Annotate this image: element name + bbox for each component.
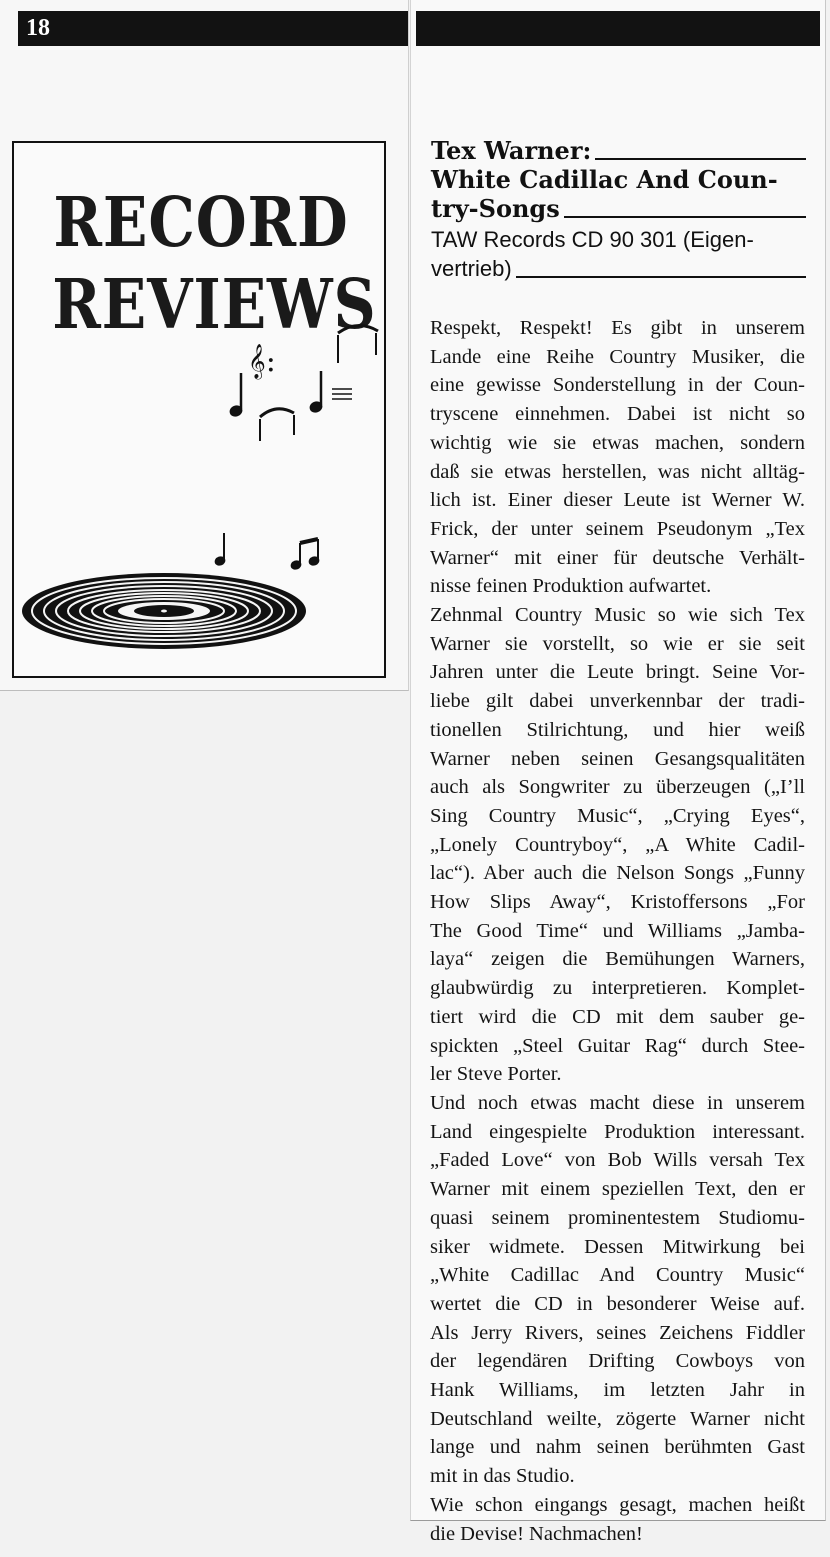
body-line: How Slips Away“, Kristoffersons „For bbox=[430, 891, 805, 914]
page-header-bar-left bbox=[18, 11, 408, 46]
body-line: Deutschland weilte, zögerte Warner nicht bbox=[430, 1407, 805, 1430]
catalog-line: vertrieb) bbox=[431, 254, 806, 283]
body-line: wertet die CD in besonderer Weise auf. bbox=[430, 1292, 805, 1315]
body-line: tionellen Stilrichtung, und hier weiß bbox=[430, 718, 805, 741]
body-line: auch als Songwriter zu überzeugen („I’ll bbox=[430, 776, 805, 799]
body-line: „White Cadillac And Country Music“ bbox=[430, 1264, 805, 1287]
body-line: die Devise! Nachmachen! bbox=[430, 1522, 643, 1545]
body-line: liebe gilt dabei unverkennbar der tradi- bbox=[430, 690, 805, 713]
body-line: quasi seinem prominentestem Studiomu- bbox=[430, 1206, 805, 1229]
body-line: Und noch etwas macht diese in unserem bbox=[430, 1091, 805, 1114]
body-line: spickten „Steel Guitar Rag“ durch Stee- bbox=[430, 1034, 805, 1057]
body-line: Frick, der unter seinem Pseudonym „Tex bbox=[430, 517, 805, 540]
body-line: Zehnmal Country Music so wie sich Tex bbox=[430, 604, 805, 627]
body-line: daß sie etwas herstellen, was nicht alltäg- bbox=[430, 460, 805, 483]
body-line: ler Steve Porter. bbox=[430, 1063, 562, 1086]
body-line: nisse feinen Produktion aufwartet. bbox=[430, 575, 712, 598]
body-line: Warner mit einem speziellen Text, den er bbox=[430, 1178, 805, 1201]
body-line: Als Jerry Rivers, seines Zeichens Fiddler bbox=[430, 1321, 805, 1344]
record-reviews-logo bbox=[12, 141, 386, 678]
body-line: lange und nahm seinen berühmten Gast bbox=[430, 1436, 805, 1459]
page-number: 18 bbox=[26, 15, 50, 41]
svg-text:𝄞:: 𝄞: bbox=[248, 344, 276, 379]
body-line: Land eingespielte Produktion interessant. bbox=[430, 1120, 805, 1143]
body-line: mit in das Studio. bbox=[430, 1465, 575, 1488]
headline-line: Tex Warner: bbox=[431, 136, 806, 165]
body-line: Wie schon eingangs gesagt, machen heißt bbox=[430, 1493, 805, 1516]
body-line: der legendären Drifting Cowboys von bbox=[430, 1350, 805, 1373]
body-line: Warner neben seinen Gesangsqualitäten bbox=[430, 747, 805, 770]
body-line: „Lonely Countryboy“, „A White Cadil- bbox=[430, 833, 805, 856]
body-line: Lande eine Reihe Country Musiker, die bbox=[430, 345, 805, 368]
body-line: Hank Williams, im letzten Jahr in bbox=[430, 1379, 805, 1402]
headline-line: White Cadillac And Coun- bbox=[431, 165, 778, 194]
review-headline bbox=[431, 136, 806, 223]
body-line: laya“ zeigen die Bemühungen Warners, bbox=[430, 948, 805, 971]
body-line: Warner“ mit einer für deutsche Verhält- bbox=[430, 546, 805, 569]
body-line: tiert wird die CD mit dem sauber ge- bbox=[430, 1005, 805, 1028]
logo-title-line-2: REVIEWS bbox=[52, 265, 377, 345]
body-line: glaubwürdig zu interpretieren. Komplet- bbox=[430, 977, 805, 1000]
review-catalog-info bbox=[431, 225, 806, 283]
body-line: lich ist. Einer dieser Leute ist Werner W. bbox=[430, 489, 805, 512]
body-line: Respekt, Respekt! Es gibt in unserem bbox=[430, 317, 805, 339]
headline-line: try-Songs bbox=[431, 194, 806, 223]
logo-title-line-1: RECORD bbox=[53, 183, 349, 263]
body-line: Jahren unter die Leute bringt. Seine Vor- bbox=[430, 661, 805, 684]
body-line: Sing Country Music“, „Crying Eyes“, bbox=[430, 804, 805, 827]
body-line: siker widmete. Dessen Mitwirkung bei bbox=[430, 1235, 805, 1258]
vinyl-record-music-notes-icon bbox=[14, 344, 384, 673]
body-line: eine gewisse Sonderstellung in der Coun- bbox=[430, 374, 805, 397]
body-line: wichtig wie sie etwas machen, sondern bbox=[430, 431, 805, 454]
body-line: tryscene einnehmen. Dabei ist nicht so bbox=[430, 403, 805, 426]
music-notes-icon bbox=[214, 325, 378, 570]
body-line: lac“). Aber auch die Nelson Songs „Funny bbox=[430, 862, 805, 885]
body-line: The Good Time“ und Williams „Jamba- bbox=[430, 919, 805, 942]
page-header-bar-right bbox=[416, 11, 820, 46]
body-line: Warner sie vorstellt, so wie er sie seit bbox=[430, 632, 805, 655]
catalog-line: TAW Records CD 90 301 (Eigen- bbox=[431, 227, 754, 252]
vinyl-record-icon bbox=[22, 573, 306, 649]
review-body bbox=[430, 314, 805, 1548]
body-line: „Faded Love“ von Bob Wills versah Tex bbox=[430, 1149, 805, 1172]
